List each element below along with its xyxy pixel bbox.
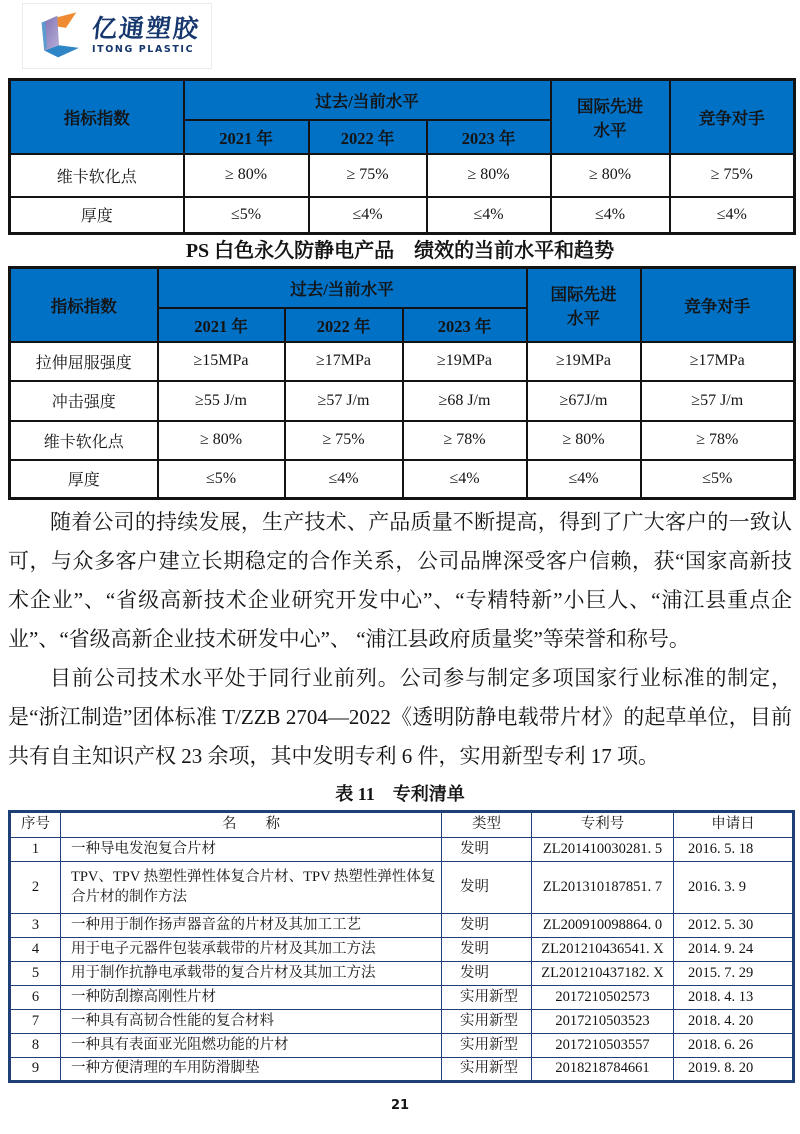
patent-no: 8 xyxy=(10,1034,61,1058)
patent-number: 2017210503557 xyxy=(532,1034,674,1058)
cell: ≥17MPa xyxy=(285,342,403,381)
performance-table-2 xyxy=(8,266,796,500)
table-row xyxy=(10,154,795,197)
patent-type: 发明 xyxy=(442,838,532,862)
cell: ≥ 80% xyxy=(527,421,641,460)
patent-row xyxy=(10,986,794,1010)
patent-date: 2015. 7. 29 xyxy=(674,962,794,986)
page-number: 21 xyxy=(390,1098,410,1113)
cell: ≥55 J/m xyxy=(158,381,285,421)
cell: ≥ 80% xyxy=(184,154,309,197)
table-header-row xyxy=(10,268,795,308)
patent-date: 2018. 6. 26 xyxy=(674,1034,794,1058)
header-year-2022: 2022 年 xyxy=(285,308,403,342)
cell: ≥15MPa xyxy=(158,342,285,381)
cell: ≥57 J/m xyxy=(285,381,403,421)
patent-number: 2017210502573 xyxy=(532,986,674,1010)
patent-no: 4 xyxy=(10,938,61,962)
table-row xyxy=(10,381,795,421)
patent-type: 实用新型 xyxy=(442,1010,532,1034)
row-label: 厚度 xyxy=(10,197,184,234)
table-header-row xyxy=(10,80,795,120)
header-year-2021: 2021 年 xyxy=(158,308,285,342)
table-row xyxy=(10,342,795,381)
patent-type: 实用新型 xyxy=(442,986,532,1010)
patent-type: 发明 xyxy=(442,938,532,962)
patent-date: 2016. 3. 9 xyxy=(674,862,794,914)
header-indicator: 指标指数 xyxy=(10,268,158,342)
row-label: 拉伸屈服强度 xyxy=(10,342,158,381)
cell: ≥ 78% xyxy=(641,421,795,460)
header-competitor: 竞争对手 xyxy=(670,80,795,154)
paragraph-2: 目前公司技术水平处于同行业前列。公司参与制定多项国家行业标准的制定，是“浙江制造”团体标准 T/ZZB 2704—2022《透明防静电载带片材》的起草单位，目前共有自主知识产权 23 余项，其中发明专利 6 件，实用新型专利 17 项。 xyxy=(8,666,792,768)
patent-number: ZL200910098864. 0 xyxy=(532,914,674,938)
patent-number: ZL201410030281. 5 xyxy=(532,838,674,862)
header-year-2021: 2021 年 xyxy=(184,120,309,154)
patent-no: 6 xyxy=(10,986,61,1010)
cell: ≤5% xyxy=(641,460,795,499)
patent-date: 2016. 5. 18 xyxy=(674,838,794,862)
logo-text xyxy=(92,17,200,55)
logo-name-en: ITONG PLASTIC xyxy=(92,44,195,56)
cell: ≥ 75% xyxy=(670,154,795,197)
patents-header-row xyxy=(10,812,794,838)
cell: ≤4% xyxy=(527,460,641,499)
cell: ≥17MPa xyxy=(641,342,795,381)
cell: ≥ 80% xyxy=(427,154,551,197)
patent-number: 2017210503523 xyxy=(532,1010,674,1034)
cell: ≤4% xyxy=(427,197,551,234)
patent-type: 发明 xyxy=(442,962,532,986)
table-row xyxy=(10,421,795,460)
cell: ≤4% xyxy=(285,460,403,499)
patent-type: 实用新型 xyxy=(442,1058,532,1082)
header-past-current: 过去/当前水平 xyxy=(158,268,527,308)
cell: ≥ 75% xyxy=(309,154,427,197)
cell: ≥ 80% xyxy=(551,154,670,197)
cell: ≥ 80% xyxy=(158,421,285,460)
logo-mark-icon xyxy=(33,6,85,67)
patent-name: 一种方便清理的车用防滑脚垫 xyxy=(61,1058,442,1082)
patent-name: 一种用于制作扬声器音盆的片材及其加工工艺 xyxy=(61,914,442,938)
patent-name: 一种导电发泡复合片材 xyxy=(61,838,442,862)
header-indicator: 指标指数 xyxy=(10,80,184,154)
row-label: 厚度 xyxy=(10,460,158,499)
cell: ≤4% xyxy=(551,197,670,234)
patent-date: 2018. 4. 20 xyxy=(674,1010,794,1034)
header-competitor: 竞争对手 xyxy=(641,268,795,342)
cell: ≤4% xyxy=(403,460,527,499)
patents-table-caption: 表 11 专利清单 xyxy=(335,784,465,804)
patent-name: 一种具有表面亚光阻燃功能的片材 xyxy=(61,1034,442,1058)
cell: ≥57 J/m xyxy=(641,381,795,421)
patent-row xyxy=(10,862,794,914)
patent-no: 3 xyxy=(10,914,61,938)
patent-row xyxy=(10,1034,794,1058)
row-label: 维卡软化点 xyxy=(10,421,158,460)
cell: ≥68 J/m xyxy=(403,381,527,421)
patent-no: 2 xyxy=(10,862,61,914)
patent-date: 2019. 8. 20 xyxy=(674,1058,794,1082)
header-name: 名 称 xyxy=(61,812,442,838)
patent-number: 2018218784661 xyxy=(532,1058,674,1082)
patent-row xyxy=(10,938,794,962)
body-text xyxy=(8,503,792,776)
patent-name: 一种具有高韧合性能的复合材料 xyxy=(61,1010,442,1034)
patent-no: 7 xyxy=(10,1010,61,1034)
performance-table-1 xyxy=(8,78,796,235)
patent-no: 5 xyxy=(10,962,61,986)
patent-date: 2014. 9. 24 xyxy=(674,938,794,962)
header-date: 申请日 xyxy=(674,812,794,838)
patent-row xyxy=(10,962,794,986)
patents-table xyxy=(8,810,795,1083)
patent-number: ZL201310187851. 7 xyxy=(532,862,674,914)
cell: ≥ 78% xyxy=(403,421,527,460)
table-row xyxy=(10,460,795,499)
header-number: 专利号 xyxy=(532,812,674,838)
cell: ≤5% xyxy=(184,197,309,234)
patent-row xyxy=(10,914,794,938)
patent-date: 2018. 4. 13 xyxy=(674,986,794,1010)
cell: ≤4% xyxy=(309,197,427,234)
header-year-2022: 2022 年 xyxy=(309,120,427,154)
patent-date: 2012. 5. 30 xyxy=(674,914,794,938)
patent-name: 一种防刮擦高刚性片材 xyxy=(61,986,442,1010)
row-label: 维卡软化点 xyxy=(10,154,184,197)
cell: ≥19MPa xyxy=(403,342,527,381)
header-year-2023: 2023 年 xyxy=(403,308,527,342)
row-label: 冲击强度 xyxy=(10,381,158,421)
patent-no: 9 xyxy=(10,1058,61,1082)
header-international: 国际先进 水平 xyxy=(551,80,670,154)
header-no: 序号 xyxy=(10,812,61,838)
patent-number: ZL201210437182. X xyxy=(532,962,674,986)
patent-row xyxy=(10,1010,794,1034)
table-row xyxy=(10,197,795,234)
cell: ≥19MPa xyxy=(527,342,641,381)
header-past-current: 过去/当前水平 xyxy=(184,80,551,120)
patent-row xyxy=(10,838,794,862)
patent-row xyxy=(10,1058,794,1082)
cell: ≥67J/m xyxy=(527,381,641,421)
header-year-2023: 2023 年 xyxy=(427,120,551,154)
paragraph-1: 随着公司的持续发展，生产技术、产品质量不断提高，得到了广大客户的一致认可，与众多客户建立长期稳定的合作关系，公司品牌深受客户信赖，获“国家高新技术企业”、“省级高新技术企业研究开发中心”、“专精特新”小巨人、“浦江县重点企业”、“省级高新企业技术研发中心”、 “浦江县政府质量奖”等荣誉和称号。 xyxy=(8,510,792,651)
cell: ≤4% xyxy=(670,197,795,234)
header-type: 类型 xyxy=(442,812,532,838)
logo-name-cn: 亿通塑胶 xyxy=(90,15,202,43)
patent-name: 用于电子元器件包装承载带的片材及其加工方法 xyxy=(61,938,442,962)
patent-number: ZL201210436541. X xyxy=(532,938,674,962)
patent-name: TPV、TPV 热塑性弹性体复合片材、TPV 热塑性弹性体复合片材的制作方法 xyxy=(61,862,442,914)
patent-type: 发明 xyxy=(442,862,532,914)
patent-no: 1 xyxy=(10,838,61,862)
cell: ≤5% xyxy=(158,460,285,499)
company-logo xyxy=(22,3,212,69)
patent-type: 发明 xyxy=(442,914,532,938)
cell: ≥ 75% xyxy=(285,421,403,460)
header-international: 国际先进 水平 xyxy=(527,268,641,342)
patent-name: 用于制作抗静电承载带的复合片材及其加工方法 xyxy=(61,962,442,986)
patent-type: 实用新型 xyxy=(442,1034,532,1058)
section-title: PS 白色永久防静电产品 绩效的当前水平和趋势 xyxy=(185,240,615,262)
